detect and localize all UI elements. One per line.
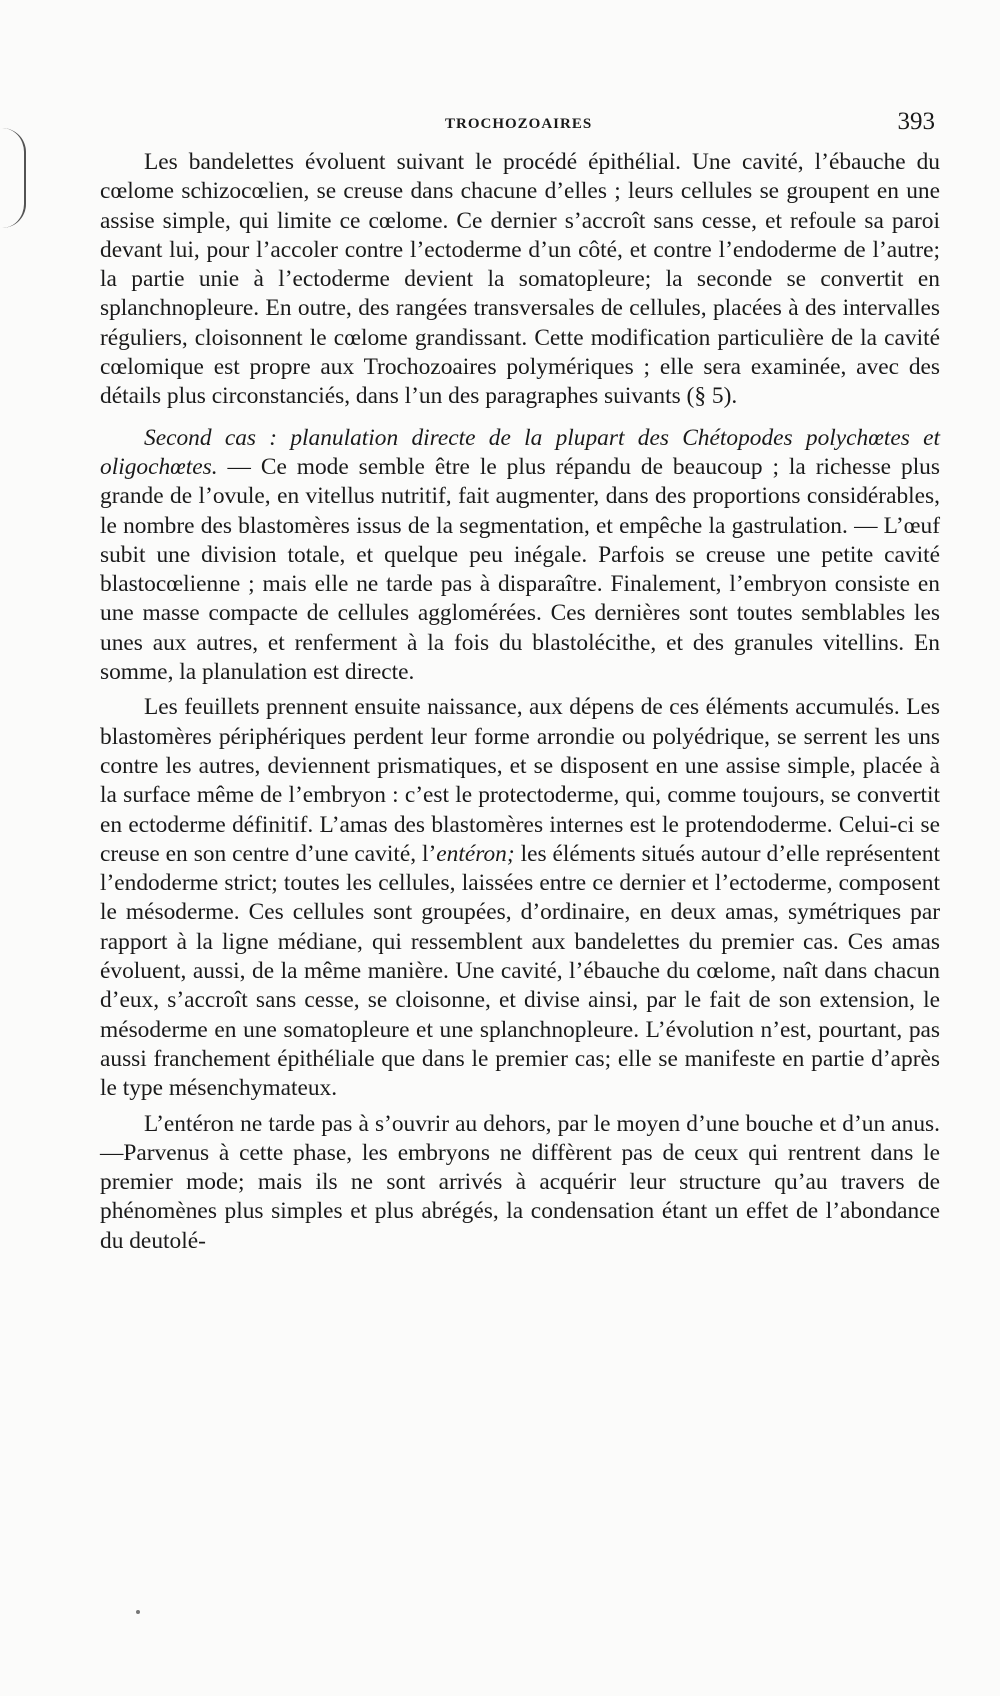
section-heading-italic: Second cas : planulation directe de la plupart des Chétopodes polychœtes et oligochœtes. xyxy=(100,424,940,480)
paragraph xyxy=(100,1110,940,1256)
paragraph xyxy=(100,424,940,688)
italic-term: entéron; xyxy=(436,840,515,867)
paragraph-text: les éléments situés autour d’elle représentent l’endoderme strict; toutes les cellules, laissées entre ce dernier et l’ectoderme, composent le mésoderme. Ces cellules sont groupées, d’ordinaire, en deux amas, symétriques par rapport à la ligne médiane, qui ressemblent aux bandelettes du premier cas. Ces amas évoluent, aussi, de la même manière. Une cavité, l’ébauche du cœlome, naît dans chacun d’eux, s’accroît sans cesse, se cloisonne, et divise ainsi, par le fait de son extension, le mésoderme en une somatopleure et une splanchnopleure. L’évolution n’est, pourtant, pas aussi franchement épithéliale que dans le premier cas; elle se manifeste en partie d’après le type mésenchymateux. xyxy=(100,840,940,1102)
running-title: TROCHOZOAIRES xyxy=(445,116,593,132)
running-header xyxy=(100,108,935,142)
page-number: 393 xyxy=(897,108,935,135)
body-text xyxy=(100,148,940,1256)
page-edge-mark xyxy=(2,128,26,228)
paragraph-text: L’entéron ne tarde pas à s’ouvrir au dehors, par le moyen d’une bouche et d’un anus.—Parvenus à cette phase, les embryons ne diffèrent pas de ceux qui rentrent dans le premier mode; mais ils ne sont arrivés à acquérir leur structure qu’au travers de phénomènes plus simples et plus abrégés, la condensation étant un effet de l’abondance du deutolé- xyxy=(100,1110,940,1254)
ink-speck xyxy=(136,1610,140,1614)
paragraph xyxy=(100,148,940,412)
paragraph-text: Les feuillets prennent ensuite naissance, aux dépens de ces éléments accumulés. Les blastomères périphériques perdent leur forme arrondie ou polyédrique, se serrent les uns contre les autres, deviennent prismatiques, et se disposent en une assise simple, placée à la surface même de l’embryon : c’est le protectoderme, qui, comme toujours, se convertit en ectoderme définitif. L’amas des blastomères internes est le protendoderme. Celui-ci se creuse en son centre d’une cavité, l’ xyxy=(100,694,940,867)
paragraph xyxy=(100,693,940,1103)
paragraph-text: — Ce mode semble être le plus répandu de beaucoup ; la richesse plus grande de l’ovule, en vitellus nutritif, fait augmenter, dans des proportions considérables, le nombre des blastomères issus de la segmentation, et empêche la gastrulation. — L’œuf subit une division totale, et quelque peu inégale. Parfois se creuse une petite cavité blastocœlienne ; mais elle ne tarde pas à disparaître. Finalement, l’embryon consiste en une masse compacte de cellules agglomérées. Ces dernières sont toutes semblables les unes aux autres, et renferment à la fois du blastolécithe, et des granules vitellins. En somme, la planulation est directe. xyxy=(100,453,940,686)
paragraph-text: Les bandelettes évoluent suivant le procédé épithélial. Une cavité, l’ébauche du cœlome schizocœlien, se creuse dans chacune d’elles ; leurs cellules se groupent en une assise simple, qui limite ce cœlome. Ce dernier s’accroît sans cesse, et refoule sa paroi devant lui, pour l’accoler contre l’ectoderme d’un côté, et contre l’endoderme de l’autre; la partie unie à l’ectoderme devient la somatopleure; la seconde se convertit en splanchnopleure. En outre, des rangées transversales de cellules, placées à des intervalles réguliers, cloisonnent le cœlome grandissant. Cette modification particulière de la cavité cœlomique est propre aux Trochozoaires polymériques ; elle sera examinée, avec des détails plus circonstanciés, dans l’un des paragraphes suivants (§ 5). xyxy=(100,149,940,410)
